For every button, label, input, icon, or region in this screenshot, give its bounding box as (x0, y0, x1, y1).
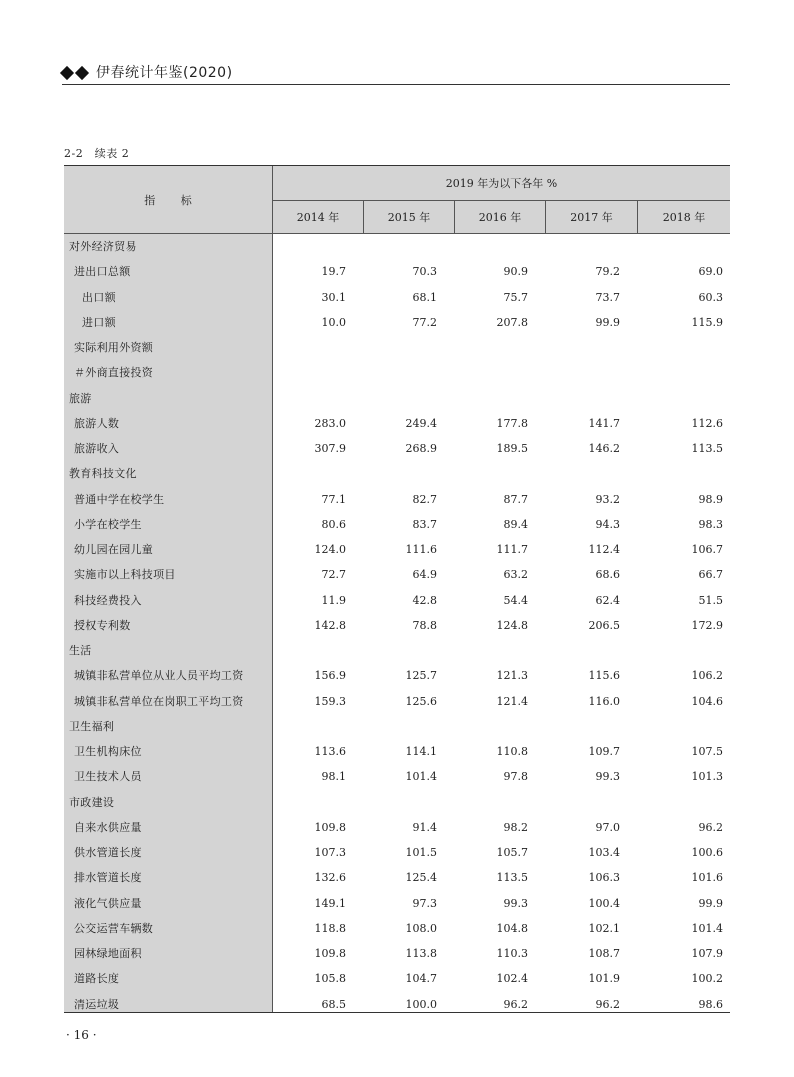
table-cell (540, 461, 620, 486)
table-row (64, 411, 730, 436)
table-cell (266, 790, 346, 815)
row-label: 清运垃圾 (74, 997, 120, 1011)
table-cell: 104.7 (405, 972, 437, 986)
row-label: 生活 (69, 644, 92, 657)
table-cell: 98.3 (698, 517, 723, 531)
table-cell: 105.8 (314, 972, 346, 986)
table-cell: 268.9 (405, 442, 437, 455)
table-row (64, 891, 730, 916)
table-row (64, 512, 730, 537)
table-cell: 96.2 (503, 997, 528, 1011)
table-cell: 249.4 (405, 416, 437, 430)
row-label: 园林绿地面积 (74, 947, 142, 960)
table-cell: 108.0 (405, 921, 437, 935)
row-label: 卫生技术人员 (74, 770, 142, 784)
year-header: 2015 年 (387, 211, 431, 224)
table-row (64, 310, 730, 335)
year-header: 2018 年 (662, 211, 706, 224)
table-cell (540, 638, 620, 663)
table-cell: 77.2 (412, 315, 437, 329)
table-cell: 91.4 (412, 820, 437, 834)
table-cell: 307.9 (314, 442, 346, 455)
table-cell: 60.3 (698, 290, 723, 304)
table-body (64, 234, 730, 1017)
table-cell (643, 234, 723, 259)
table-row (64, 865, 730, 890)
row-label: 自来水供应量 (74, 820, 142, 834)
table-cell (643, 386, 723, 411)
table-cell: 156.9 (314, 669, 346, 683)
row-label: 旅游收入 (74, 442, 120, 455)
table-cell (540, 386, 620, 411)
row-label: 排水管道长度 (74, 871, 142, 885)
statistics-table (64, 165, 730, 1013)
table-cell: 121.3 (496, 669, 528, 683)
table-cell: 98.2 (503, 820, 528, 834)
table-cell: 99.9 (698, 896, 723, 910)
table-cell: 100.0 (405, 997, 437, 1011)
table-cell (448, 386, 528, 411)
table-cell: 101.4 (691, 921, 723, 935)
year-header: 2014 年 (296, 211, 340, 224)
table-cell (266, 360, 346, 385)
table-row (64, 739, 730, 764)
table-row (64, 714, 730, 739)
table-cell: 149.1 (314, 896, 346, 910)
table-cell: 80.6 (321, 517, 346, 531)
table-cell (448, 638, 528, 663)
table-cell (540, 360, 620, 385)
table-row (64, 386, 730, 411)
table-cell (357, 790, 437, 815)
table-cell (357, 714, 437, 739)
table-row (64, 966, 730, 991)
table-cell: 100.2 (691, 972, 723, 986)
table-cell: 206.5 (588, 618, 620, 632)
row-label: 卫生福利 (69, 719, 115, 733)
table-cell: 102.4 (496, 972, 528, 986)
ratio-header: 2019 年为以下各年 % (445, 177, 558, 190)
table-cell: 172.9 (691, 618, 723, 632)
table-row (64, 613, 730, 638)
indicator-header: 指 标 (144, 193, 192, 207)
table-cell: 283.0 (314, 416, 346, 430)
table-cell: 112.6 (691, 416, 723, 430)
row-label: 对外经济贸易 (69, 240, 137, 253)
table-cell: 99.3 (595, 770, 620, 784)
table-cell: 78.8 (412, 618, 437, 632)
table-cell: 107.5 (691, 745, 723, 758)
table-cell: 106.7 (691, 543, 723, 556)
table-cell: 116.0 (588, 694, 620, 708)
table-cell: 100.6 (691, 846, 723, 859)
table-cell: 106.2 (691, 669, 723, 683)
table-cell: 107.3 (314, 846, 346, 859)
table-cell (266, 234, 346, 259)
table-cell (266, 638, 346, 663)
table-cell (448, 714, 528, 739)
bottom-rule (64, 1012, 730, 1013)
table-row (64, 537, 730, 562)
table-cell: 68.1 (412, 290, 437, 304)
table-cell (266, 386, 346, 411)
table-cell: 104.6 (691, 694, 723, 708)
table-cell (643, 360, 723, 385)
table-cell: 79.2 (595, 265, 620, 279)
table-cell: 93.2 (595, 492, 620, 506)
row-label: ＃外商直接投资 (74, 366, 154, 380)
row-label: 市政建设 (69, 795, 115, 809)
row-label: 实际利用外资额 (74, 341, 154, 354)
table-cell: 102.1 (588, 921, 620, 935)
table-cell (540, 790, 620, 815)
table-cell (540, 234, 620, 259)
row-label: 小学在校学生 (74, 517, 142, 531)
row-label: 旅游人数 (74, 416, 120, 430)
table-cell: 82.7 (412, 492, 437, 506)
table-cell: 77.1 (321, 492, 346, 506)
year-header: 2016 年 (478, 211, 522, 224)
table-cell: 121.4 (496, 694, 528, 708)
table-cell: 75.7 (503, 290, 528, 304)
table-cell (643, 638, 723, 663)
table-cell: 177.8 (496, 416, 528, 430)
table-cell: 146.2 (588, 442, 620, 455)
table-cell: 90.9 (503, 265, 528, 279)
table-cell: 109.7 (588, 745, 620, 758)
table-cell: 109.8 (314, 820, 346, 834)
row-label: 出口额 (82, 290, 116, 304)
table-cell: 141.7 (588, 416, 620, 430)
table-cell: 87.7 (503, 492, 528, 506)
table-row (64, 588, 730, 613)
table-cell: 101.6 (691, 871, 723, 885)
table-cell: 42.8 (412, 593, 437, 607)
table-cell (357, 386, 437, 411)
table-row (64, 436, 730, 461)
row-label: 授权专利数 (74, 618, 131, 632)
row-label: 实施市以上科技项目 (74, 568, 176, 582)
table-cell (540, 714, 620, 739)
table-row (64, 562, 730, 587)
table-cell: 103.4 (588, 846, 620, 859)
table-row (64, 764, 730, 789)
table-cell: 118.8 (314, 921, 346, 935)
table-row (64, 259, 730, 284)
row-label: 城镇非私营单位从业人员平均工资 (74, 669, 244, 683)
table-cell: 115.6 (588, 669, 620, 683)
table-cell: 97.0 (595, 820, 620, 834)
page-header (62, 62, 730, 85)
table-cell: 106.3 (588, 871, 620, 885)
table-cell: 66.7 (698, 568, 723, 582)
table-cell: 105.7 (496, 846, 528, 859)
table-cell (357, 360, 437, 385)
table-cell: 132.6 (314, 871, 346, 885)
table-row (64, 487, 730, 512)
table-cell: 101.4 (405, 770, 437, 784)
table-row (64, 335, 730, 360)
table-row (64, 461, 730, 486)
table-cell: 101.9 (588, 972, 620, 986)
table-cell (448, 234, 528, 259)
table-row (64, 689, 730, 714)
table-cell (643, 790, 723, 815)
row-label: 教育科技文化 (69, 467, 137, 481)
year-header: 2017 年 (570, 211, 613, 224)
table-cell: 62.4 (595, 593, 620, 607)
table-cell: 96.2 (595, 997, 620, 1011)
table-cell: 70.3 (412, 265, 437, 279)
table-cell: 19.7 (321, 265, 346, 279)
table-cell: 207.8 (496, 315, 528, 329)
table-cell: 110.8 (496, 745, 528, 758)
table-cell: 99.3 (503, 896, 528, 910)
table-cell: 10.0 (321, 315, 346, 329)
table-cell: 51.5 (698, 593, 723, 607)
row-label: 液化气供应量 (74, 896, 142, 910)
table-cell: 94.3 (595, 517, 620, 531)
table-cell: 104.8 (496, 921, 528, 935)
row-label: 城镇非私营单位在岗职工平均工资 (74, 694, 244, 708)
page-number: · 16 · (66, 1028, 97, 1042)
table-cell: 113.5 (691, 442, 723, 455)
table-row (64, 941, 730, 966)
table-cell: 72.7 (321, 568, 346, 582)
table-cell (448, 335, 528, 360)
table-cell (448, 461, 528, 486)
table-cell: 111.6 (405, 543, 437, 556)
table-cell: 30.1 (321, 290, 346, 304)
table-cell: 11.9 (321, 593, 346, 607)
table-cell (266, 714, 346, 739)
table-cell: 112.4 (588, 543, 620, 556)
table-cell: 101.5 (405, 846, 437, 859)
table-cell: 124.8 (496, 618, 528, 632)
table-cell: 68.5 (321, 997, 346, 1011)
table-row (64, 840, 730, 865)
table-row (64, 360, 730, 385)
table-cell: 113.8 (405, 947, 437, 960)
row-label: 道路长度 (74, 972, 120, 986)
table-cell: 97.8 (503, 770, 528, 784)
table-cell: 115.9 (691, 315, 723, 329)
table-cell: 96.2 (698, 820, 723, 834)
table-cell (540, 335, 620, 360)
table-cell: 83.7 (412, 517, 437, 531)
table-cell: 100.4 (588, 896, 620, 910)
table-row (64, 638, 730, 663)
table-cell: 125.6 (405, 694, 437, 708)
table-cell (357, 461, 437, 486)
table-cell (448, 790, 528, 815)
table-cell: 73.7 (595, 290, 620, 304)
table-row (64, 234, 730, 259)
table-cell: 63.2 (503, 568, 528, 582)
table-cell: 125.4 (405, 871, 437, 885)
table-row (64, 663, 730, 688)
table-cell (266, 335, 346, 360)
row-label: 科技经费投入 (74, 593, 142, 607)
table-row (64, 815, 730, 840)
table-cell: 98.1 (321, 770, 346, 784)
table-cell: 113.5 (496, 871, 528, 885)
table-row (64, 285, 730, 310)
table-cell: 69.0 (698, 265, 723, 279)
table-row (64, 916, 730, 941)
table-cell: 89.4 (503, 517, 528, 531)
row-label: 供水管道长度 (74, 846, 142, 859)
row-label: 公交运营车辆数 (74, 921, 154, 935)
table-caption: 2-2 续表 2 (64, 147, 130, 160)
table-cell: 98.9 (698, 492, 723, 506)
book-title: 伊春统计年鉴(2020) (96, 65, 233, 81)
table-cell (643, 461, 723, 486)
row-label: 卫生机构床位 (74, 745, 142, 758)
row-label: 进口额 (82, 315, 116, 329)
table-cell: 114.1 (405, 745, 437, 758)
row-label: 进出口总额 (74, 265, 131, 279)
table-cell: 109.8 (314, 947, 346, 960)
table-cell: 124.0 (314, 543, 346, 556)
table-cell (643, 335, 723, 360)
table-cell: 110.3 (496, 947, 528, 960)
table-cell: 108.7 (588, 947, 620, 960)
table-cell: 189.5 (496, 442, 528, 455)
table-cell (357, 234, 437, 259)
row-label: 普通中学在校学生 (74, 492, 165, 506)
table-cell (357, 638, 437, 663)
table-cell: 111.7 (496, 543, 528, 556)
table-cell: 68.6 (595, 568, 620, 582)
row-label: 幼儿园在园儿童 (74, 543, 154, 556)
table-cell (266, 461, 346, 486)
table-cell: 64.9 (412, 568, 437, 582)
table-cell: 99.9 (595, 315, 620, 329)
row-label: 旅游 (69, 391, 92, 405)
table-cell (357, 335, 437, 360)
table-cell (448, 360, 528, 385)
table-cell: 107.9 (691, 947, 723, 960)
table-cell: 98.6 (698, 997, 723, 1011)
table-cell: 54.4 (503, 593, 528, 607)
table-cell: 142.8 (314, 618, 346, 632)
table-cell: 113.6 (314, 745, 346, 758)
table-row (64, 790, 730, 815)
table-cell: 125.7 (405, 669, 437, 683)
table-cell (643, 714, 723, 739)
diamond-icon (62, 66, 92, 80)
table-cell: 159.3 (314, 694, 346, 708)
table-cell: 101.3 (691, 770, 723, 784)
table-cell: 97.3 (412, 896, 437, 910)
